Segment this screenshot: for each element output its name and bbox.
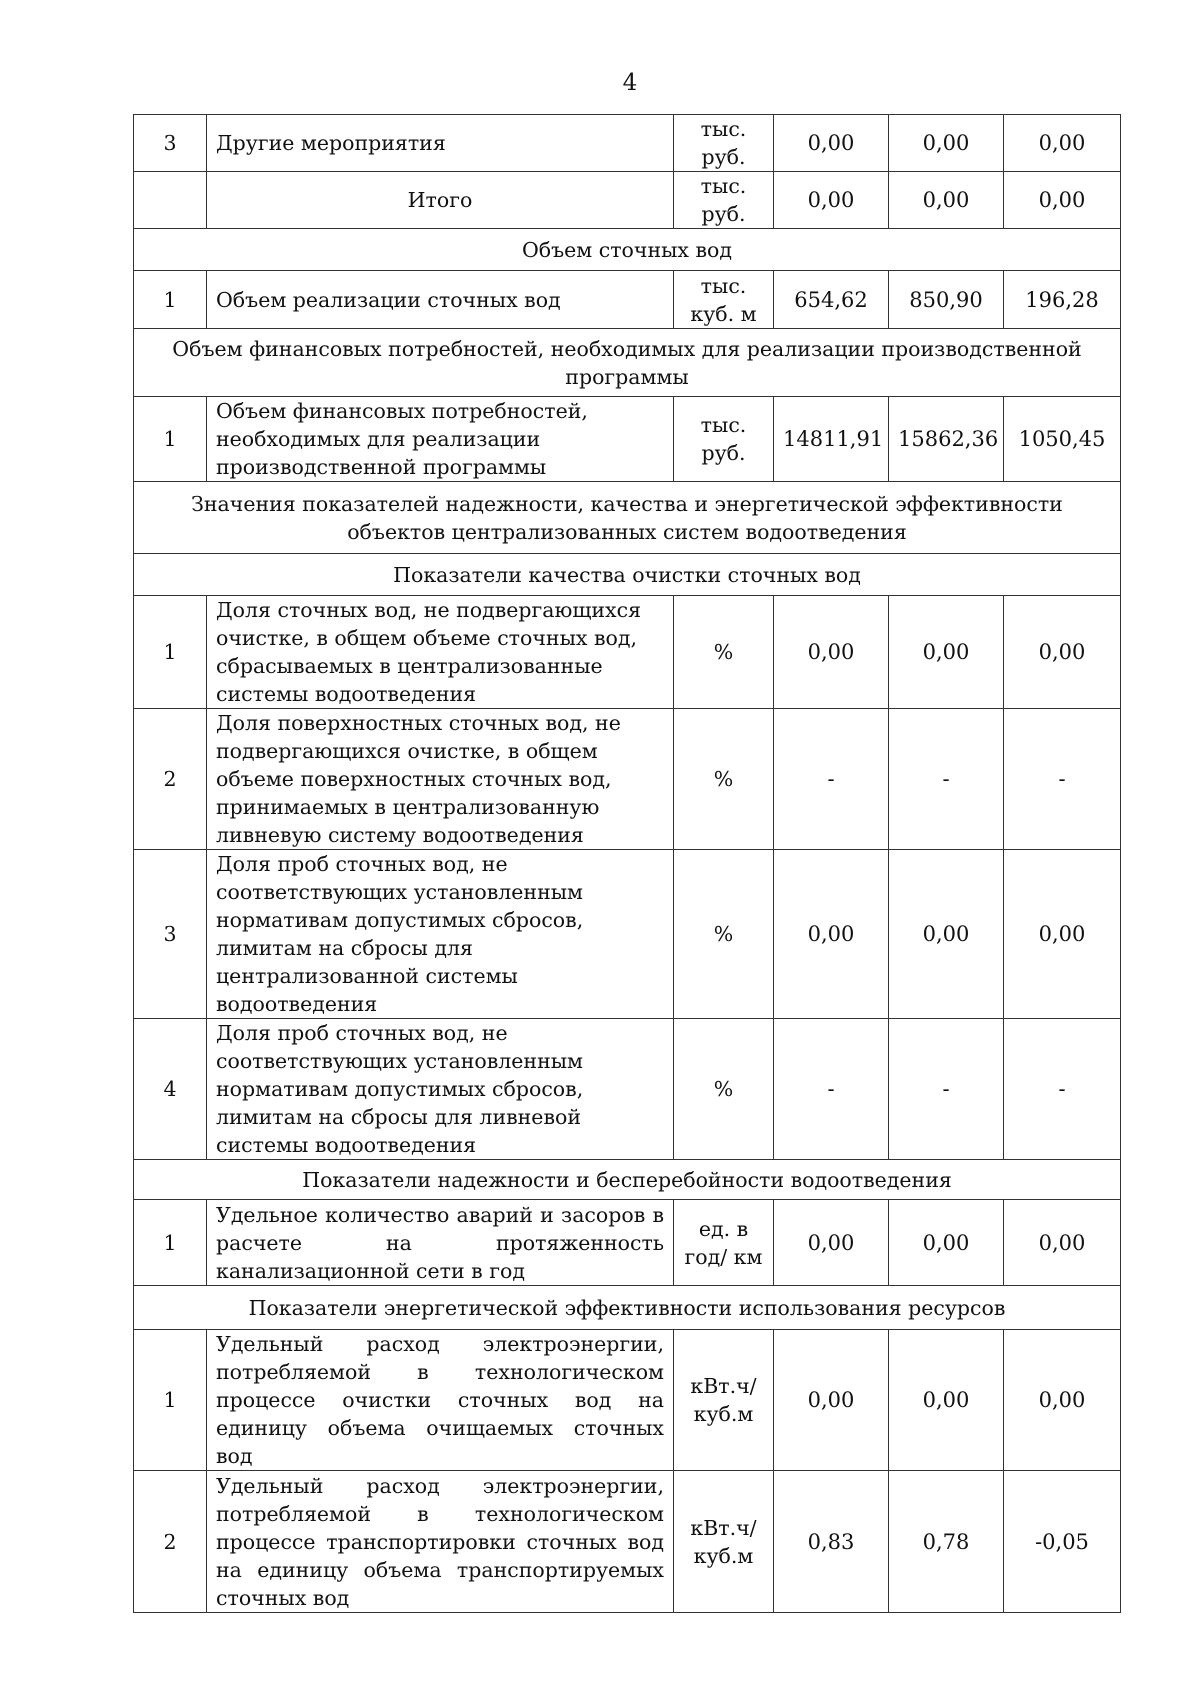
row-value-1: -: [774, 709, 889, 850]
row-unit: тыс. куб. м: [674, 271, 774, 329]
row-number: 3: [134, 850, 207, 1019]
row-name: Доля сточных вод, не подвергающихся очистке, в общем объеме сточных вод, сбрасываемых в централизованные системы водоотведения: [207, 596, 674, 709]
row-value-1: 0,00: [774, 596, 889, 709]
table-row: [134, 596, 1121, 709]
table-row: [134, 1019, 1121, 1160]
table-row: [134, 850, 1121, 1019]
row-value-1: 0,83: [774, 1471, 889, 1613]
table-row: [134, 397, 1121, 482]
row-name: Доля поверхностных сточных вод, не подвергающихся очистке, в общем объеме поверхностных сточных вод, принимаемых в централизованную ливневую систему водоотведения: [207, 709, 674, 850]
row-value-1: -: [774, 1019, 889, 1160]
page-number: 4: [622, 70, 638, 96]
row-number: 2: [134, 709, 207, 850]
section-heading: Объем финансовых потребностей, необходимых для реализации производственной программы: [134, 329, 1121, 397]
row-name: Удельный расход электроэнергии, потребляемой в технологическом процессе очистки сточных вод на единицу объема очищаемых сточных вод: [207, 1330, 674, 1471]
row-number: 1: [134, 1200, 207, 1286]
row-name: Доля проб сточных вод, не соответствующих установленным нормативам допустимых сбросов, лимитам на сбросы для ливневой системы водоотведения: [207, 1019, 674, 1160]
row-unit: %: [674, 850, 774, 1019]
section-row: [134, 329, 1121, 397]
row-value-2: 0,00: [889, 850, 1004, 1019]
row-unit: %: [674, 596, 774, 709]
row-value-1: 0,00: [774, 115, 889, 172]
row-number: 1: [134, 397, 207, 482]
row-number: 4: [134, 1019, 207, 1160]
row-value-1: 0,00: [774, 172, 889, 229]
row-value-2: 15862,36: [889, 397, 1004, 482]
subsection-heading: Показатели энергетической эффективности использования ресурсов: [134, 1286, 1121, 1330]
section-row: [134, 229, 1121, 271]
row-unit: ед. в год/ км: [674, 1200, 774, 1286]
row-value-1: 0,00: [774, 850, 889, 1019]
row-value-2: -: [889, 1019, 1004, 1160]
section-row: [134, 482, 1121, 554]
row-value-3: -0,05: [1004, 1471, 1121, 1613]
indicators-table: [133, 114, 1121, 1613]
table-row: [134, 1330, 1121, 1471]
row-value-2: -: [889, 709, 1004, 850]
row-value-2: 0,00: [889, 1330, 1004, 1471]
row-name: Удельное количество аварий и засоров в расчете на протяженность канализационной сети в год: [207, 1200, 674, 1286]
row-number: 3: [134, 115, 207, 172]
row-value-3: 0,00: [1004, 172, 1121, 229]
row-unit: тыс. руб.: [674, 397, 774, 482]
row-name: Другие мероприятия: [207, 115, 674, 172]
row-name: Объем финансовых потребностей, необходимых для реализации производственной программы: [207, 397, 674, 482]
row-value-1: 0,00: [774, 1330, 889, 1471]
subsection-heading: Показатели качества очистки сточных вод: [134, 554, 1121, 596]
row-number: 1: [134, 1330, 207, 1471]
row-value-2: 850,90: [889, 271, 1004, 329]
row-value-3: 196,28: [1004, 271, 1121, 329]
row-value-2: 0,00: [889, 596, 1004, 709]
row-value-3: 1050,45: [1004, 397, 1121, 482]
row-value-3: -: [1004, 1019, 1121, 1160]
row-value-3: 0,00: [1004, 1200, 1121, 1286]
table-row: [134, 115, 1121, 172]
row-name: Доля проб сточных вод, не соответствующих установленным нормативам допустимых сбросов, лимитам на сбросы для централизованной системы водоотведения: [207, 850, 674, 1019]
total-label: Итого: [207, 172, 674, 229]
row-value-1: 0,00: [774, 1200, 889, 1286]
row-number: 1: [134, 596, 207, 709]
table-row: [134, 709, 1121, 850]
section-heading: Объем сточных вод: [134, 229, 1121, 271]
row-value-2: 0,00: [889, 115, 1004, 172]
row-value-3: 0,00: [1004, 115, 1121, 172]
row-value-2: 0,00: [889, 172, 1004, 229]
section-heading: Значения показателей надежности, качества и энергетической эффективности объектов централизованных систем водоотведения: [134, 482, 1121, 554]
row-value-3: -: [1004, 709, 1121, 850]
section-row: [134, 1286, 1121, 1330]
table-row: [134, 1200, 1121, 1286]
row-value-2: 0,00: [889, 1200, 1004, 1286]
table-row: [134, 271, 1121, 329]
row-value-1: 654,62: [774, 271, 889, 329]
row-unit: тыс. руб.: [674, 172, 774, 229]
row-value-3: 0,00: [1004, 850, 1121, 1019]
table-row: [134, 172, 1121, 229]
row-value-3: 0,00: [1004, 1330, 1121, 1471]
row-name: Удельный расход электроэнергии, потребляемой в технологическом процессе транспортировки сточных вод на единицу объема транспортируемых сточных вод: [207, 1471, 674, 1613]
row-number: 1: [134, 271, 207, 329]
row-number: 2: [134, 1471, 207, 1613]
row-value-2: 0,78: [889, 1471, 1004, 1613]
row-unit: кВт.ч/ куб.м: [674, 1471, 774, 1613]
subsection-heading: Показатели надежности и бесперебойности водоотведения: [134, 1160, 1121, 1200]
row-unit: %: [674, 709, 774, 850]
section-row: [134, 1160, 1121, 1200]
table-row: [134, 1471, 1121, 1613]
row-value-1: 14811,91: [774, 397, 889, 482]
row-name: Объем реализации сточных вод: [207, 271, 674, 329]
row-unit: кВт.ч/ куб.м: [674, 1330, 774, 1471]
row-number: [134, 172, 207, 229]
row-value-3: 0,00: [1004, 596, 1121, 709]
row-unit: тыс. руб.: [674, 115, 774, 172]
row-unit: %: [674, 1019, 774, 1160]
section-row: [134, 554, 1121, 596]
